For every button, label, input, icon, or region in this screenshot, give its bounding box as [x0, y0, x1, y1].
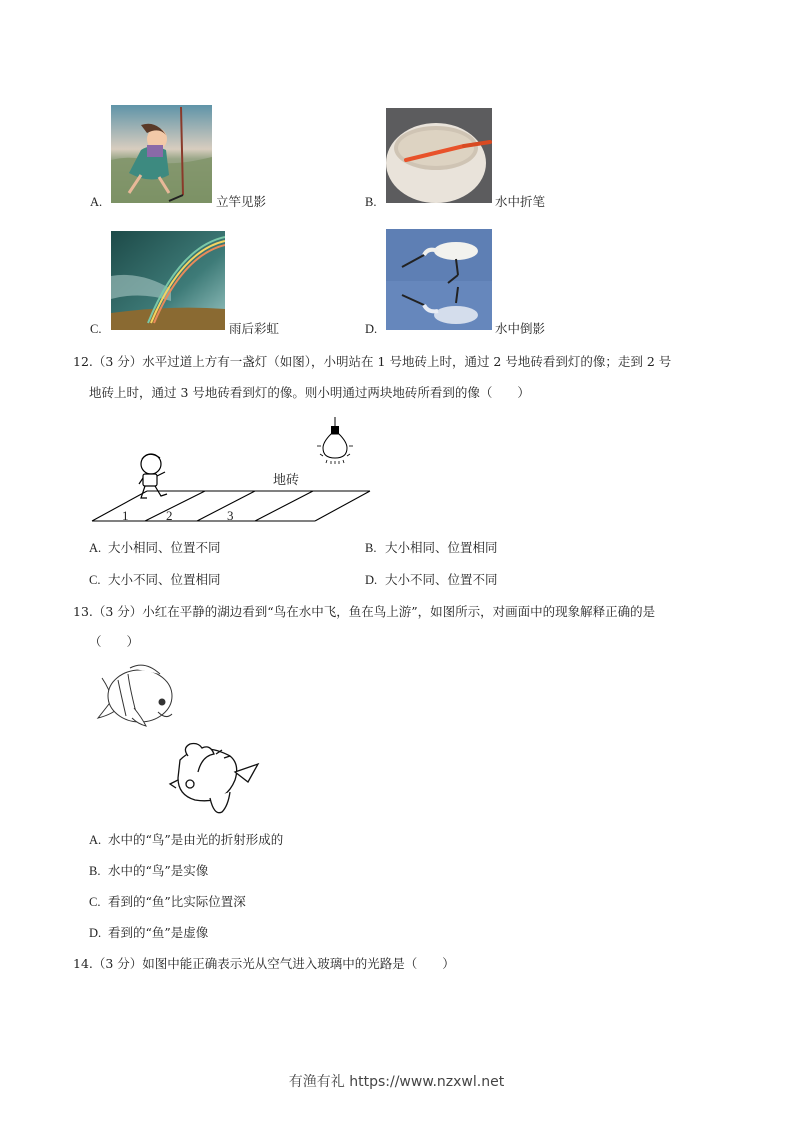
rainbow-image — [111, 231, 225, 330]
light-bulb-icon — [317, 417, 353, 464]
tile-number-3: 3 — [227, 508, 234, 523]
option-caption: 立竿见影 — [216, 194, 267, 209]
option-letter: A. — [90, 195, 103, 209]
option-letter: A. — [89, 541, 102, 555]
tile-corridor-figure — [85, 412, 385, 527]
bird-fish-figure — [90, 660, 270, 820]
option-text: 大小相同、位置不同 — [108, 540, 221, 555]
question-text-line2: 地砖上时，通过 3 号地砖看到灯的像。则小明通过两块地砖所看到的像（ ） — [89, 385, 530, 400]
option-letter: B. — [365, 541, 377, 555]
option-text: 大小不同、位置不同 — [385, 572, 498, 587]
option-text: 大小不同、位置相同 — [108, 572, 221, 587]
question-text-line2: （ ） — [89, 634, 140, 649]
option-letter: D. — [89, 926, 102, 940]
option-letter: D. — [365, 322, 378, 336]
tile-number-2: 2 — [166, 508, 173, 523]
option-letter: D. — [365, 573, 378, 587]
footer-watermark: 有渔有礼 https://www.nzxwl.net — [288, 1074, 505, 1090]
option-letter: A. — [89, 833, 102, 847]
option-text: 看到的“鱼”比实际位置深 — [108, 894, 246, 909]
tile-number-1: 1 — [122, 508, 129, 523]
option-caption: 水中折笔 — [495, 194, 546, 209]
bird-icon — [170, 744, 258, 813]
girl-pole-shadow-image — [111, 105, 212, 203]
question-text-line1: 14.（3 分）如图中能正确表示光从空气进入玻璃中的光路是（ ） — [73, 956, 455, 971]
option-text: 水中的“鸟”是由光的折射形成的 — [108, 832, 284, 847]
option-letter: B. — [89, 864, 101, 878]
option-text: 水中的“鸟”是实像 — [108, 863, 209, 878]
egret-reflection-image — [386, 229, 492, 330]
option-letter: C. — [90, 322, 102, 336]
pencil-in-water-bowl-image — [386, 108, 492, 203]
option-text: 看到的“鱼”是虚像 — [108, 925, 209, 940]
option-letter: C. — [89, 573, 101, 587]
fish-icon — [98, 665, 172, 726]
tile-label: 地砖 — [273, 473, 300, 488]
question-text-line1: 12.（3 分）水平过道上方有一盏灯（如图），小明站在 1 号地砖上时，通过 2 号地砖看到灯的像；走到 2 号 — [73, 354, 672, 369]
option-caption: 雨后彩虹 — [229, 321, 280, 336]
option-caption: 水中倒影 — [495, 321, 546, 336]
option-letter: B. — [365, 195, 377, 209]
option-letter: C. — [89, 895, 101, 909]
question-text-line1: 13.（3 分）小红在平静的湖边看到“鸟在水中飞，鱼在鸟上游”，如图所示，对画面中的现象解释正确的是 — [73, 604, 656, 619]
option-text: 大小相同、位置相同 — [385, 540, 498, 555]
